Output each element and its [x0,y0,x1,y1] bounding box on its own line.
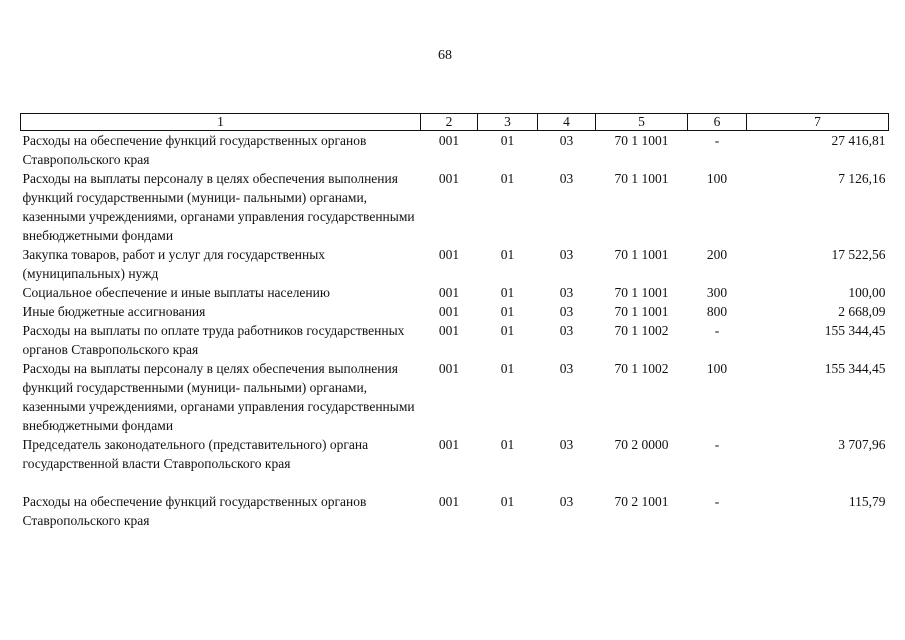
ministry-code: 001 [438,494,460,509]
table-row [21,302,889,321]
expense-name: Расходы на выплаты персоналу в целях обеспечения выполнения функций государственными (муници- пальными) органами, казенными учреждениями, органами управления государственными внебюджетными фондами [22,361,415,433]
page-number: 68 [438,48,452,63]
ministry-code: 001 [438,323,460,338]
table-header-row [21,114,889,131]
expense-type-code: 300 [706,285,728,300]
table-row [21,492,889,530]
ministry-code: 001 [438,133,460,148]
section-code: 01 [500,247,515,262]
target-article-code: 70 1 1002 [614,361,669,376]
subsection-code: 03 [559,171,574,186]
column-header: 3 [478,114,538,131]
section-code: 01 [500,285,515,300]
ministry-code: 001 [438,437,460,452]
expense-type-code: 100 [706,171,728,186]
column-header: 5 [596,114,688,131]
subsection-code: 03 [559,437,574,452]
expense-name: Расходы на обеспечение функций государственных органов Ставропольского края [22,133,367,167]
subsection-code: 03 [559,361,574,376]
target-article-code: 70 1 1002 [614,323,669,338]
expense-type-code: - [714,494,720,509]
section-code: 01 [500,494,515,509]
ministry-code: 001 [438,285,460,300]
section-code: 01 [500,171,515,186]
column-header: 2 [421,114,478,131]
target-article-code: 70 2 1001 [614,494,669,509]
expense-name: Расходы на выплаты по оплате труда работников государственных органов Ставропольского края [22,323,405,357]
ministry-code: 001 [438,361,460,376]
amount: 2 668,09 [838,304,886,319]
subsection-code: 03 [559,133,574,148]
target-article-code: 70 1 1001 [614,171,669,186]
expense-type-code: 800 [706,304,728,319]
target-article-code: 70 1 1001 [614,304,669,319]
expense-type-code: - [714,437,720,452]
table-row [21,359,889,435]
target-article-code: 70 2 0000 [614,437,669,452]
expense-type-code: - [714,133,720,148]
target-article-code: 70 1 1001 [614,133,669,148]
amount: 100,00 [848,285,886,300]
expense-name: Закупка товаров, работ и услуг для государственных (муниципальных) нужд [22,247,326,281]
section-code: 01 [500,133,515,148]
column-header: 6 [688,114,747,131]
row-spacer [21,473,889,492]
expense-type-code: 200 [706,247,728,262]
budget-table [20,113,889,530]
column-header: 1 [21,114,421,131]
section-code: 01 [500,323,515,338]
target-article-code: 70 1 1001 [614,285,669,300]
amount: 155 344,45 [824,361,886,376]
table-row [21,131,889,170]
ministry-code: 001 [438,247,460,262]
subsection-code: 03 [559,304,574,319]
amount: 155 344,45 [824,323,886,338]
table-row [21,435,889,473]
section-code: 01 [500,304,515,319]
section-code: 01 [500,361,515,376]
amount: 27 416,81 [831,133,886,148]
ministry-code: 001 [438,171,460,186]
expense-type-code: 100 [706,361,728,376]
subsection-code: 03 [559,247,574,262]
ministry-code: 001 [438,304,460,319]
subsection-code: 03 [559,494,574,509]
table-row [21,283,889,302]
table-row [21,245,889,283]
amount: 3 707,96 [838,437,886,452]
expense-name: Председатель законодательного (представительного) органа государственной власти Ставропольского края [22,437,369,471]
table-row [21,321,889,359]
subsection-code: 03 [559,285,574,300]
expense-name: Расходы на обеспечение функций государственных органов Ставропольского края [22,494,367,528]
section-code: 01 [500,437,515,452]
amount: 17 522,56 [831,247,886,262]
expense-name: Расходы на выплаты персоналу в целях обеспечения выполнения функций государственными (муници- пальными) органами, казенными учреждениями, органами управления государственными внебюджетными фондами [22,171,415,243]
expense-name: Иные бюджетные ассигнования [22,304,206,319]
column-header: 4 [538,114,596,131]
amount: 115,79 [848,494,886,509]
target-article-code: 70 1 1001 [614,247,669,262]
expense-name: Социальное обеспечение и иные выплаты населению [22,285,330,300]
subsection-code: 03 [559,323,574,338]
column-header: 7 [747,114,889,131]
expense-type-code: - [714,323,720,338]
table-row [21,169,889,245]
amount: 7 126,16 [838,171,886,186]
